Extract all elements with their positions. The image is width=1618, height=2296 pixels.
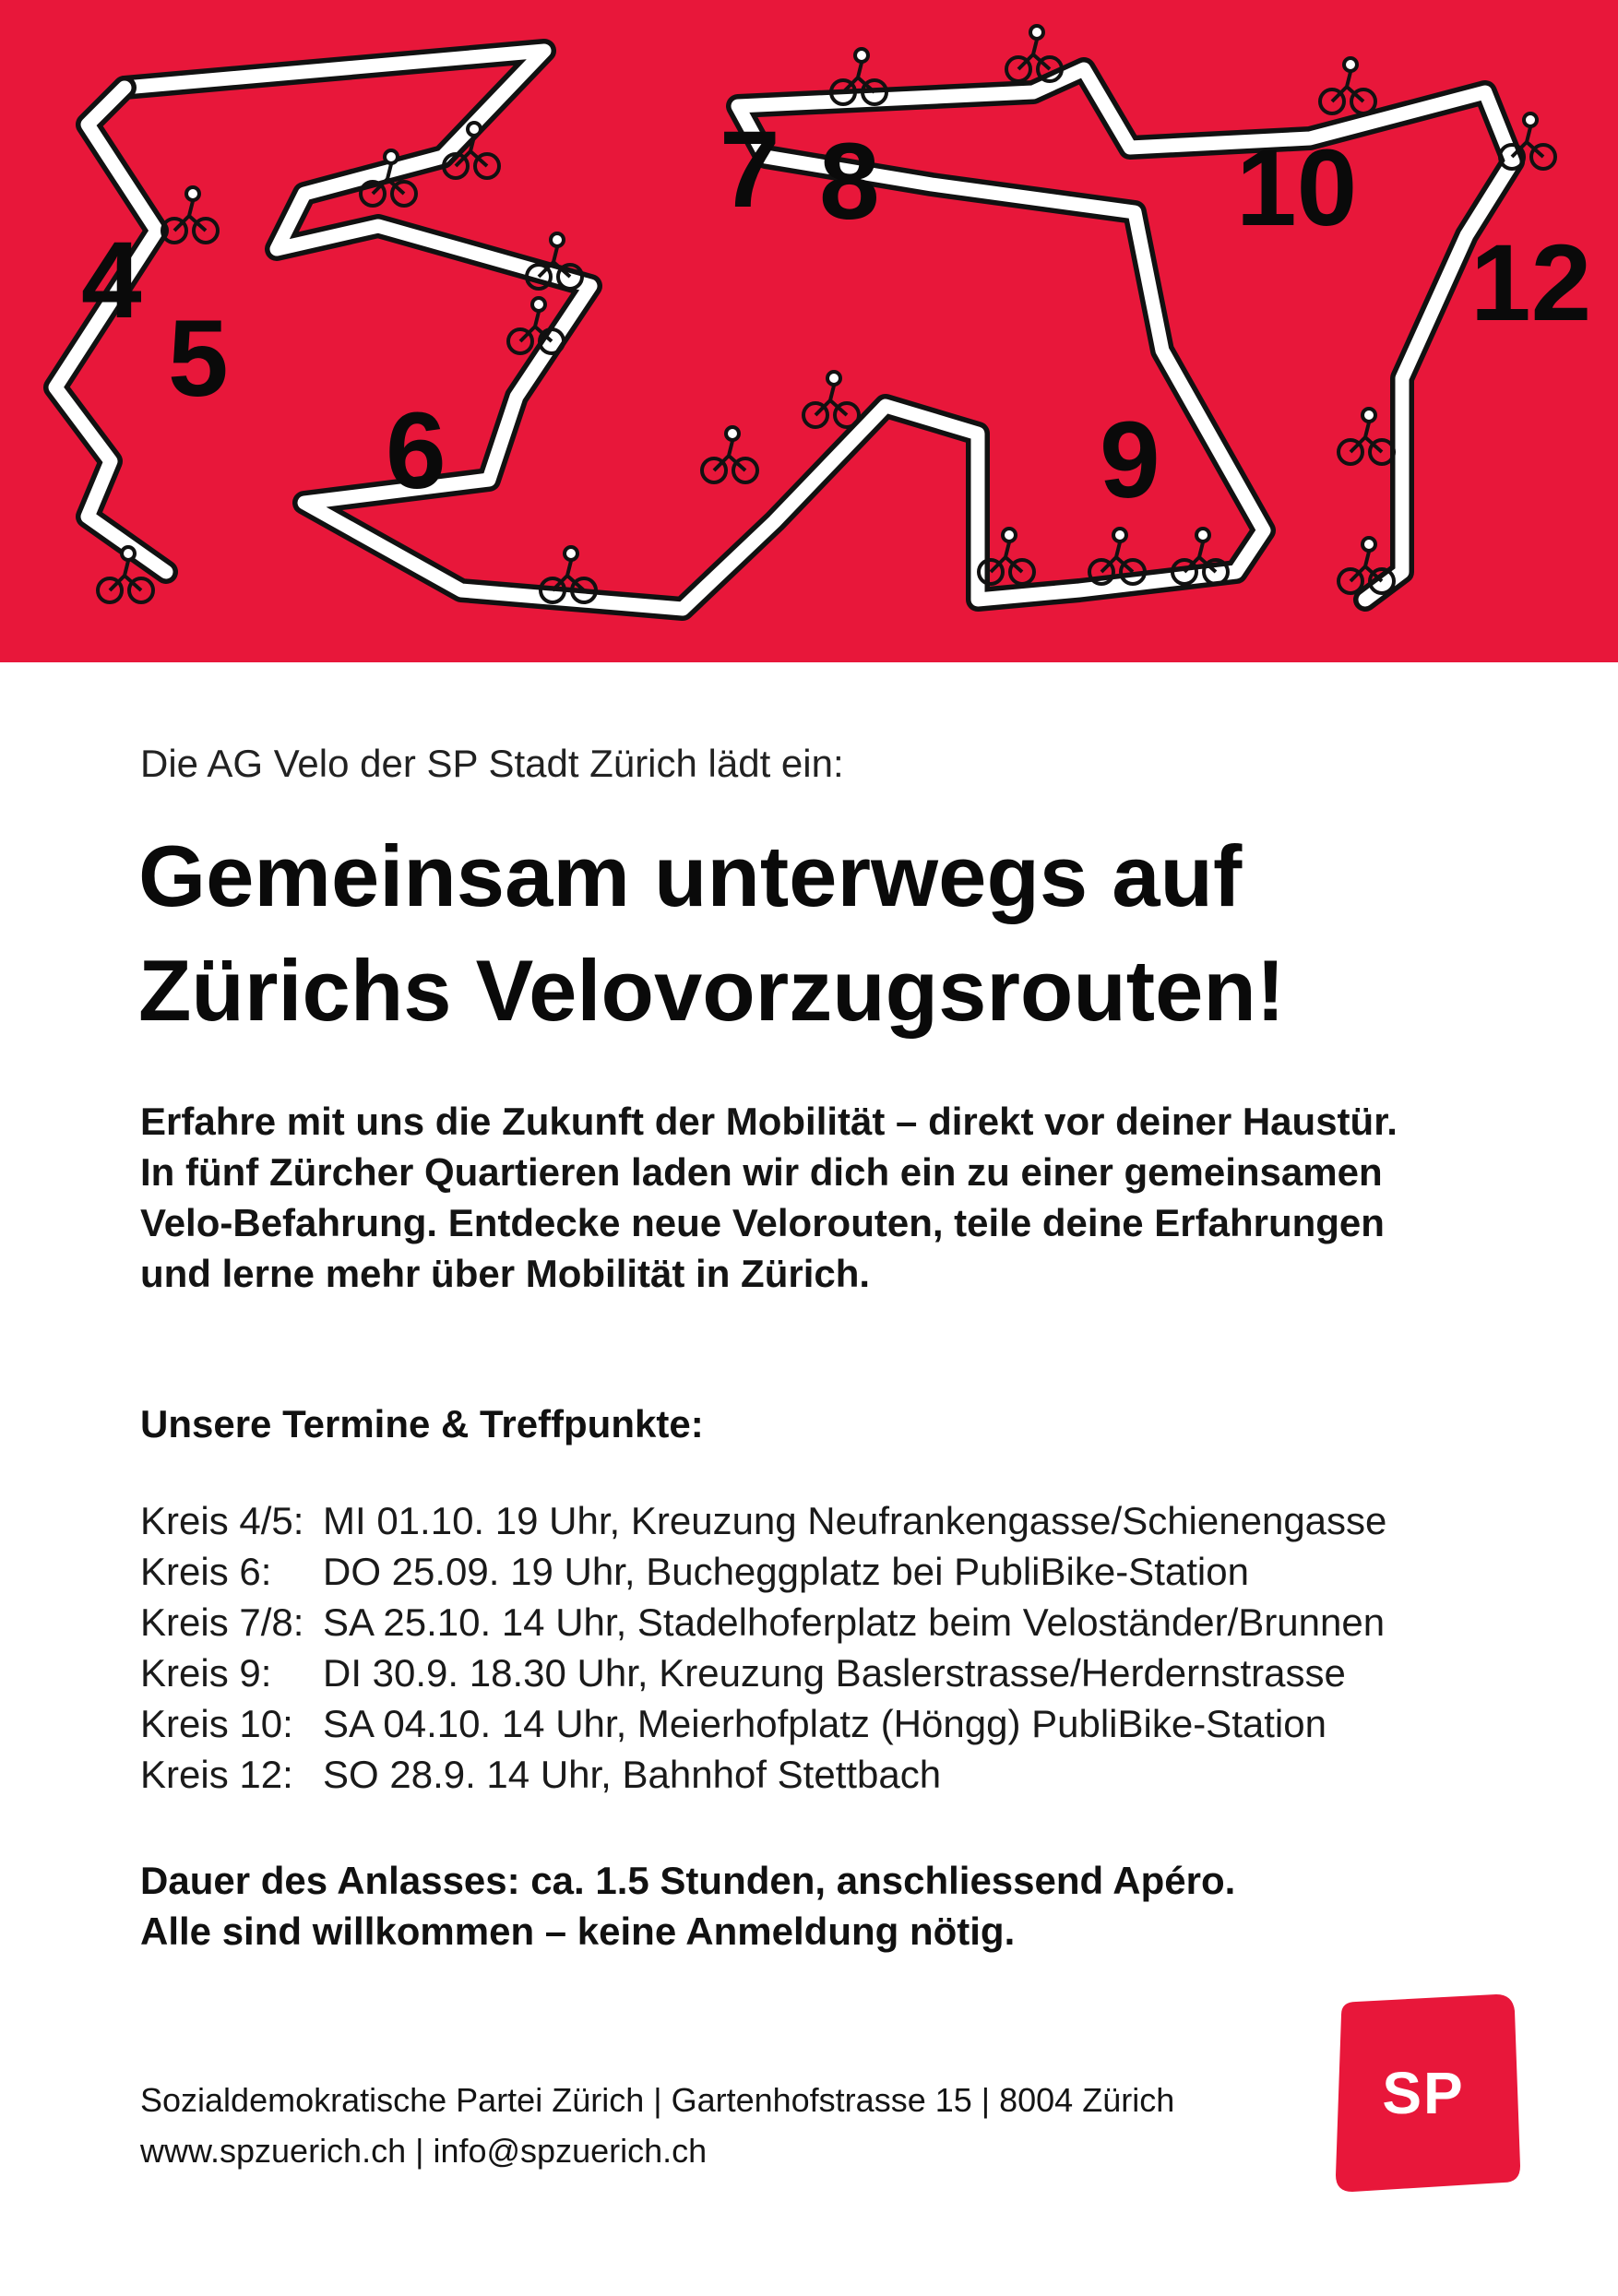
title-line: Gemeinsam unterwegs auf <box>138 827 1243 924</box>
schedule-kreis: Kreis 12: <box>140 1753 293 1796</box>
kreis-number-6: 6 <box>386 390 446 512</box>
kreis-number-4: 4 <box>81 220 142 341</box>
note-line: Alle sind willkommen – keine Anmeldung nötig. <box>140 1909 1016 1953</box>
schedule-row <box>140 1749 1561 1800</box>
schedule-heading: Unsere Termine & Treffpunkte: <box>140 1402 704 1445</box>
schedule-kreis: Kreis 6: <box>140 1550 272 1593</box>
kreis-number-7: 7 <box>720 109 780 231</box>
schedule-details: MI 01.10. 19 Uhr, Kreuzung Neufrankengasse/Schienengasse <box>323 1499 1387 1542</box>
lead-line: Erfahre mit uns die Zukunft der Mobilität – direkt vor deiner Haustür. <box>140 1100 1398 1143</box>
schedule-row <box>140 1597 1561 1648</box>
schedule-row <box>140 1495 1561 1546</box>
kreis-number-10: 10 <box>1236 127 1358 249</box>
kreis-number-5: 5 <box>168 298 229 420</box>
schedule-details: DO 25.09. 19 Uhr, Bucheggplatz bei PubliBike-Station <box>323 1550 1249 1593</box>
schedule-details: SO 28.9. 14 Uhr, Bahnhof Stettbach <box>323 1753 942 1796</box>
header-illustration-banner <box>0 0 1618 662</box>
logo-text: SP <box>1382 2060 1465 2126</box>
title-line: Zürichs Velovorzugsrouten! <box>138 942 1286 1039</box>
kreis-number-12: 12 <box>1470 222 1592 344</box>
lead-line: In fünf Zürcher Quartieren laden wir dich ein zu einer gemeinsamen <box>140 1150 1383 1194</box>
page-title <box>138 819 1504 1048</box>
event-note <box>140 1855 1235 1957</box>
schedule-list <box>140 1495 1561 1800</box>
schedule-kreis: Kreis 10: <box>140 1702 293 1745</box>
kreis-number-8: 8 <box>819 121 880 243</box>
lead-line: und lerne mehr über Mobilität in Zürich. <box>140 1252 871 1295</box>
schedule-row <box>140 1698 1561 1749</box>
note-line: Dauer des Anlasses: ca. 1.5 Stunden, anschliessend Apéro. <box>140 1859 1236 1902</box>
schedule-kreis: Kreis 4/5: <box>140 1499 304 1542</box>
schedule-row <box>140 1546 1561 1597</box>
route-map-illustration <box>0 0 1618 662</box>
footer-address: Sozialdemokratische Partei Zürich | Gartenhofstrasse 15 | 8004 Zürich <box>140 2081 1175 2119</box>
lead-line: Velo-Befahrung. Entdecke neue Velorouten, teile deine Erfahrungen <box>140 1201 1385 1244</box>
sp-logo-icon <box>1325 1994 1522 2192</box>
footer <box>140 2075 1174 2176</box>
intro-line: Die AG Velo der SP Stadt Zürich lädt ein: <box>140 742 844 785</box>
schedule-kreis: Kreis 9: <box>140 1651 272 1695</box>
schedule-row <box>140 1648 1561 1698</box>
footer-contact: www.spzuerich.ch | info@spzuerich.ch <box>140 2132 708 2170</box>
schedule-kreis: Kreis 7/8: <box>140 1600 304 1644</box>
schedule-details: SA 04.10. 14 Uhr, Meierhofplatz (Höngg) PubliBike-Station <box>323 1702 1327 1745</box>
kreis-number-9: 9 <box>1100 399 1160 521</box>
schedule-details: SA 25.10. 14 Uhr, Stadelhoferplatz beim Veloständer/Brunnen <box>323 1600 1386 1644</box>
schedule-details: DI 30.9. 18.30 Uhr, Kreuzung Baslerstrasse/Herdernstrasse <box>323 1651 1346 1695</box>
lead-paragraph <box>140 1096 1542 1299</box>
